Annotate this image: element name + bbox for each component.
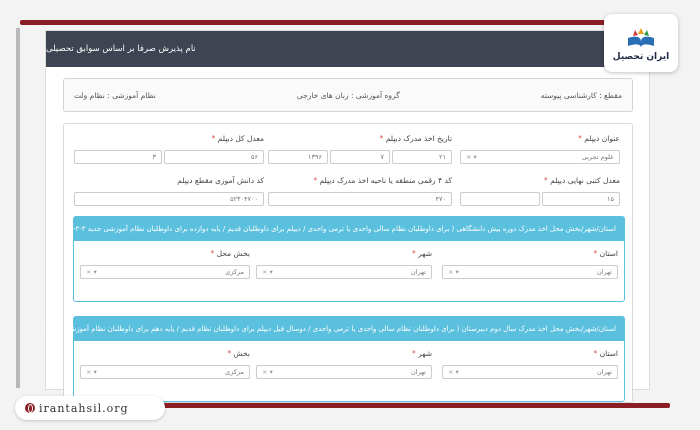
frame-left-bar: [16, 28, 20, 388]
section2-city-select[interactable]: تهران × ▾: [256, 365, 432, 379]
select-clear-icon[interactable]: × ▾: [86, 268, 97, 276]
globe-icon: [25, 403, 35, 413]
section2-district-select[interactable]: مرکزی × ▾: [80, 365, 250, 379]
section1-title: استان/شهر/بخش محل اخذ مدرک دوره پیش دانشگاهی ( برای داوطلبان نظام سالی واحدی یا ترمی واحدی / دیپلم برای داوطلبان قدیم / پایه دوازده برای داوطلبان نظام آموزشی جدید ۳-۳-۶): [74, 217, 624, 241]
select-clear-icon[interactable]: × ▾: [262, 368, 273, 376]
frame-bottom-bar: [160, 403, 670, 408]
panel-title: نام پذیرش صرفا بر اساس سوابق تحصیلی: [46, 44, 196, 54]
panel-header: [46, 31, 649, 67]
student-code-field[interactable]: ۵۲۳۰۴۷۰۰: [74, 192, 264, 206]
gpa-dec-field[interactable]: ۳: [74, 150, 162, 164]
website-badge[interactable]: [15, 396, 165, 420]
diploma-title-select[interactable]: [460, 150, 620, 164]
diploma-date-year-field[interactable]: ۱۳۹۶: [268, 150, 328, 164]
diploma-date-month-field[interactable]: ۷: [330, 150, 390, 164]
final-gpa-int-field[interactable]: ۱۵: [542, 192, 620, 206]
diploma-date-label: تاریخ اخذ مدرک دیپلم *: [379, 134, 452, 143]
info-box: [63, 78, 633, 112]
frame-top-bar: [20, 20, 660, 25]
region-code-label: کد ۴ رقمی منطقه یا ناحیه اخذ مدرک دیپلم *: [313, 176, 452, 185]
section1-district-label: بخش محل *: [210, 249, 250, 258]
section1-city-select[interactable]: تهران × ▾: [256, 265, 432, 279]
section1-province-select[interactable]: تهران × ▾: [442, 265, 618, 279]
region-code-field[interactable]: ۴۷۰: [268, 192, 452, 206]
gpa-label: معدل کل دیپلم *: [211, 134, 264, 143]
select-clear-icon[interactable]: × ▾: [262, 268, 273, 276]
final-gpa-dec-field[interactable]: [460, 192, 540, 206]
section2-title: استان/شهر/بخش محل اخذ مدرک سال دوم دبیرستان ( برای داوطلبان نظام سالی واحدی یا ترمی واحدی / دوسال قبل دیپلم برای داوطلبان نظام قدیم / پایه دهم برای داوطلبان نظام آموزشی ۳-۳-۶): [74, 317, 624, 341]
section-second-grade-location: [43, 316, 625, 402]
diploma-form: [43, 123, 633, 403]
logo-text: ایران تحصیل: [612, 52, 670, 62]
book-crown-icon: [624, 24, 658, 50]
section1-province-label: استان *: [593, 249, 618, 258]
website-url[interactable]: irantahsil.org: [39, 401, 129, 415]
section2-province-label: استان *: [593, 349, 618, 358]
section2-province-select[interactable]: تهران × ▾: [442, 365, 618, 379]
gpa-int-field[interactable]: ۵۶: [164, 150, 264, 164]
info-group: گروه آموزشی : زبان های خارجی: [296, 90, 400, 100]
info-grade: مقطع : کارشناسی پیوسته: [540, 90, 622, 100]
select-clear-icon[interactable]: × ▾: [448, 268, 459, 276]
diploma-title-value: علوم تجربی: [581, 153, 614, 161]
diploma-title-label: عنوان دیپلم *: [578, 134, 620, 143]
student-code-label: کد دانش آموزی مقطع دیپلم: [177, 176, 264, 185]
section2-district-label: بخش *: [227, 349, 250, 358]
select-clear-icon[interactable]: × ▾: [448, 368, 459, 376]
info-system: نظام آموزشی : نظام ولت: [74, 90, 156, 100]
select-clear-icon[interactable]: × ▾: [86, 368, 97, 376]
section1-district-select[interactable]: مرکزی × ▾: [80, 265, 250, 279]
final-gpa-label: معدل کتبی نهایی دیپلم *: [544, 176, 620, 185]
diploma-date-day-field[interactable]: ۲۱: [392, 150, 452, 164]
section2-city-label: شهر *: [411, 349, 432, 358]
section-preuniversity-location: [66, 216, 625, 302]
main-panel: [45, 30, 650, 390]
brand-logo: [604, 14, 678, 72]
select-clear-icon[interactable]: × ▾: [466, 153, 477, 161]
section1-city-label: شهر *: [411, 249, 432, 258]
